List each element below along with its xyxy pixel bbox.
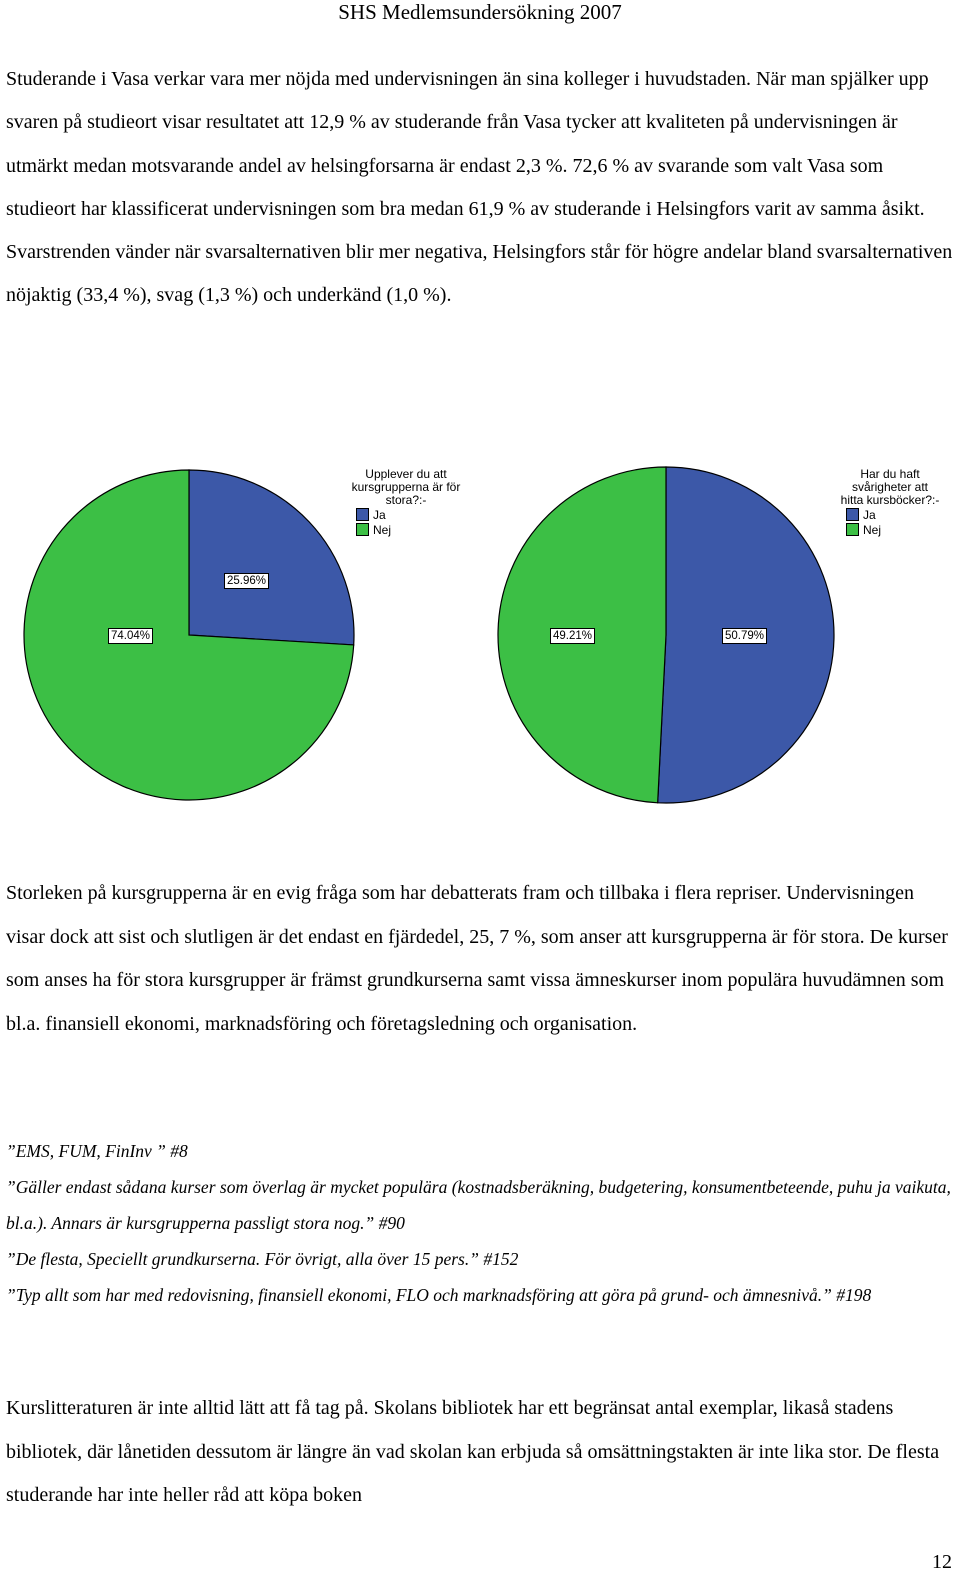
quote-list [6, 1133, 956, 1313]
pie-chart-book-difficulty [488, 460, 948, 820]
legend-item-nej [840, 523, 940, 537]
legend-label-nej: Nej [373, 523, 392, 537]
page-header: SHS Medlemsundersökning 2007 [338, 0, 622, 24]
legend-label-ja: Ja [863, 508, 876, 522]
legend-title: Upplever du att kursgrupperna är för stora?:- [351, 467, 461, 507]
quote-item: ”Gäller endast sådana kurser som överlag är mycket populära (kostnadsberäkning, budgetering, konsumentbeteende, puhu ja vaikuta, bl.a.). Annars är kursgrupperna passligt stora nog.” #90 [6, 1177, 951, 1233]
legend-swatch-nej [356, 523, 369, 536]
legend-swatch-nej [846, 523, 859, 536]
paragraph-course-literature: Kurslitteraturen är inte alltid lätt att få tag på. Skolans bibliotek har ett begränsat antal exemplar, likaså stadens bibliotek, där lånetiden dessutom är längre än vad skolan kan erbjuda så omsättningstakten är inte lika stor. De flesta studerande har inte heller råd att köpa boken [6, 1397, 940, 1506]
quote-item: ”De flesta, Speciellt grundkurserna. För övrigt, alla över 15 pers.” #152 [6, 1249, 519, 1269]
pie-slice-ja [189, 470, 354, 645]
legend-item-ja [840, 508, 940, 522]
legend [840, 468, 940, 537]
paragraph-teaching-satisfaction: Studerande i Vasa verkar vara mer nöjda med undervisningen än sina kolleger i huvudstaden. När man spjälker upp svaren på studieort visar resultatet att 12,9 % av studerande från Vasa tycker att kvaliteten på undervisningen är utmärkt medan motsvarande andel av helsingforsarna är endast 2,3 %. 72,6 % av svarande som valt Vasa som studieort har klassificerat undervisningen som bra medan 61,9 % av studerande i Helsingfors varit av samma åsikt. Svarstrenden vänder när svarsalternativen blir mer negativa, Helsingfors står för högre andelar bland svarsalternativen nöjaktig (33,4 %), svag (1,3 %) och underkänd (1,0 %). [6, 68, 953, 307]
legend-swatch-ja [846, 508, 859, 521]
pie-chart-group-size [14, 460, 474, 820]
page-number: 12 [932, 1551, 952, 1573]
legend-item-ja [350, 508, 462, 522]
data-label-ja: 25.96% [224, 573, 269, 589]
legend-label-ja: Ja [373, 508, 386, 522]
paragraph-group-size: Storleken på kursgrupperna är en evig fråga som har debatterats fram och tillbaka i flera repriser. Undervisningen visar dock att sist och slutligen är det endast en fjärdedel, 25, 7 %, som anser att kursgrupperna är för stora. De kurser som anses ha för stora kursgrupper är främst grundkurserna samt vissa ämneskurser inom populära huvudämnen som bl.a. finansiell ekonomi, marknadsföring och företagsledning och organisation. [6, 882, 948, 1035]
legend-item-nej [350, 523, 462, 537]
legend [350, 468, 462, 537]
quote-item: ”EMS, FUM, FinInv ” #8 [6, 1141, 188, 1161]
data-label-nej: 74.04% [108, 628, 153, 644]
data-label-nej: 49.21% [550, 628, 595, 644]
legend-title: Har du haft svårigheter att hitta kursböcker?:- [840, 467, 940, 507]
legend-label-nej: Nej [863, 523, 882, 537]
legend-swatch-ja [356, 508, 369, 521]
quote-item: ”Typ allt som har med redovisning, finansiell ekonomi, FLO och marknadsföring att göra på grund- och ämnesnivå.” #198 [6, 1285, 872, 1305]
data-label-ja: 50.79% [722, 628, 767, 644]
